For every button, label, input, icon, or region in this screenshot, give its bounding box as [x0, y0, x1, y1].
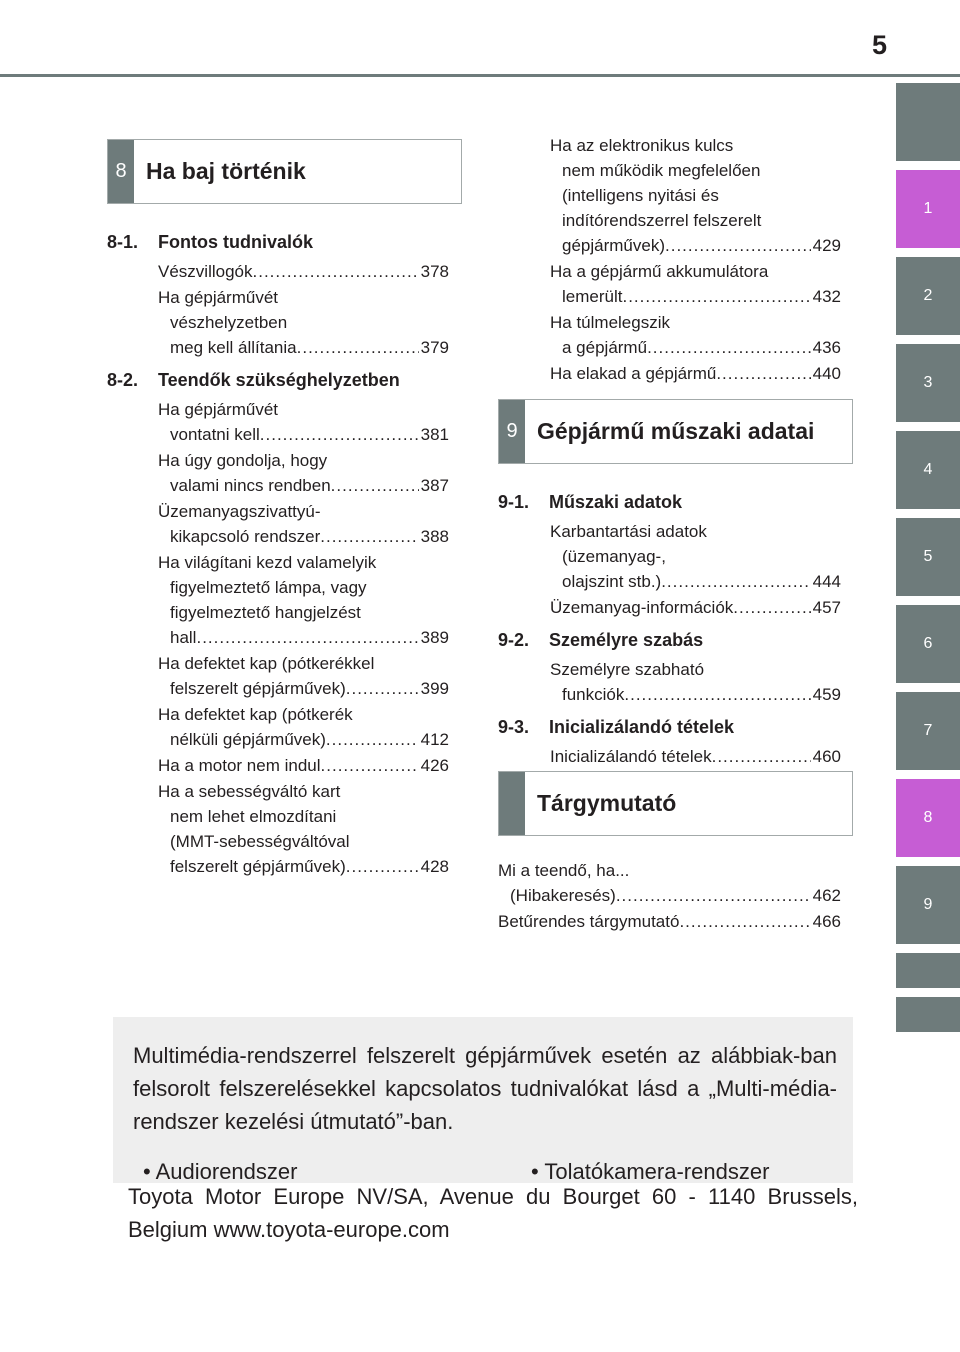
entry-text: Karbantartási adatok — [550, 522, 707, 541]
toc-entry[interactable] — [550, 744, 841, 769]
entry-text: Mi a teendő, ha... — [498, 861, 630, 880]
toc-subsection — [107, 230, 449, 255]
toc-entry[interactable] — [550, 133, 841, 258]
entry-text: Ha a sebességváltó kart — [158, 782, 341, 801]
toc-entry[interactable] — [158, 753, 449, 778]
page-ref: 459 — [812, 685, 841, 704]
entry-text: vészhelyzetben — [170, 313, 288, 332]
page-ref: 388 — [420, 527, 449, 546]
entry-text: funkciók — [562, 685, 625, 704]
leader-dots — [326, 727, 419, 752]
toc-subsection — [498, 490, 841, 515]
chapter-tab-1[interactable]: 1 — [896, 170, 960, 248]
entry-text: Ha elakad a gépjármű — [550, 364, 717, 383]
toc-entry[interactable] — [550, 657, 841, 707]
leader-dots — [647, 335, 811, 360]
toc-subsection — [498, 628, 841, 653]
entry-text: Ha a gépjármű akkumulátora — [550, 262, 769, 281]
entry-text: Ha gépjárművét — [158, 288, 279, 307]
entry-text: figyelmeztető hangjelzést — [170, 603, 361, 622]
leader-dots — [616, 883, 811, 908]
entry-text: Üzemanyag-információk — [550, 598, 734, 617]
toc-entry[interactable] — [550, 259, 841, 309]
page-ref: 399 — [420, 679, 449, 698]
section-header-8 — [107, 139, 462, 204]
page-ref: 428 — [420, 857, 449, 876]
entry-text: a gépjármű — [562, 338, 648, 357]
section-number: 8 — [108, 140, 134, 203]
entry-text: nem lehet elmozdítani — [170, 807, 337, 826]
toc-entry[interactable] — [158, 499, 449, 549]
entry-text: Vészvillogók — [158, 262, 253, 281]
section-number-blank — [499, 772, 525, 835]
leader-dots — [253, 259, 419, 284]
page-ref: 429 — [812, 236, 841, 255]
section-header-index — [498, 771, 853, 836]
leader-dots — [733, 595, 810, 620]
chapter-tab-9[interactable]: 9 — [896, 866, 960, 944]
chapter-tabs — [896, 83, 960, 1041]
page-ref: 444 — [812, 572, 841, 591]
chapter-tab-6[interactable]: 6 — [896, 605, 960, 683]
chapter-tab-3[interactable]: 3 — [896, 344, 960, 422]
entry-text: felszerelt gépjárművek) — [170, 857, 346, 876]
toc-entry[interactable] — [158, 702, 449, 752]
subsection-title: Inicializálandó tételek — [549, 717, 735, 737]
leader-dots — [622, 284, 810, 309]
entry-text: figyelmeztető lámpa, vagy — [170, 578, 367, 597]
subsection-title: Személyre szabás — [549, 630, 704, 650]
page-ref: 460 — [812, 747, 841, 766]
leader-dots — [661, 569, 810, 594]
header-rule — [0, 74, 960, 77]
leader-dots — [716, 361, 810, 386]
leader-dots — [321, 753, 419, 778]
page-number: 5 — [871, 30, 887, 60]
toc-entry[interactable] — [498, 909, 841, 934]
entry-text: Ha a motor nem indul — [158, 756, 321, 775]
note-bullet-audio: • Audiorendszer — [143, 1159, 298, 1184]
leader-dots — [624, 682, 810, 707]
subsection-number: 9-1. — [498, 492, 530, 512]
entry-text: Ha túlmelegszik — [550, 313, 670, 332]
toc-entry[interactable] — [498, 858, 841, 908]
entry-text: vontatni kell — [170, 425, 260, 444]
entry-text: Ha úgy gondolja, hogy — [158, 451, 328, 470]
toc-entry[interactable] — [158, 397, 449, 447]
page-ref: 387 — [420, 476, 449, 495]
toc-entry[interactable] — [550, 361, 841, 386]
entry-text: Ha gépjárművét — [158, 400, 279, 419]
multimedia-note-box — [113, 1017, 853, 1183]
toc-entry[interactable] — [158, 550, 449, 650]
page-ref: 466 — [812, 912, 841, 931]
entry-text: nélküli gépjárművek) — [170, 730, 326, 749]
note-text: Multimédia-rendszerrel felszerelt gépjárművek esetén az alábbiak-ban felsorolt felszerelésekkel kapcsolatos tudnivalókat lásd a „Multi-média-rendszer kezelési útmutató”-ban. — [133, 1043, 837, 1134]
entry-text: Inicializálandó tételek — [550, 747, 712, 766]
chapter-tab-7[interactable]: 7 — [896, 692, 960, 770]
chapter-tab-blank-bottom[interactable] — [896, 953, 960, 988]
page-ref: 389 — [420, 628, 449, 647]
toc-subsection — [498, 715, 841, 740]
entry-text: (MMT-sebességváltóval — [170, 832, 350, 851]
leader-dots — [679, 909, 810, 934]
entry-text: lemerült — [562, 287, 623, 306]
toc-right-column-section-9 — [498, 482, 841, 770]
leader-dots — [196, 625, 418, 650]
page-ref: 436 — [812, 338, 841, 357]
leader-dots — [665, 233, 811, 258]
section-title: Tárgymutató — [537, 790, 677, 816]
chapter-tab-2[interactable]: 2 — [896, 257, 960, 335]
entry-text: hall — [170, 628, 197, 647]
toc-entry[interactable] — [550, 595, 841, 620]
page-ref: 462 — [812, 886, 841, 905]
entry-text: Ha az elektronikus kulcs — [550, 136, 734, 155]
entry-text: indítórendszerrel felszerelt — [562, 211, 762, 230]
entry-text: gépjárművek) — [562, 236, 665, 255]
entry-text: felszerelt gépjárművek) — [170, 679, 346, 698]
page-ref: 426 — [420, 756, 449, 775]
leader-dots — [260, 422, 419, 447]
leader-dots — [320, 524, 418, 549]
page-ref: 381 — [420, 425, 449, 444]
toc-entry[interactable] — [550, 519, 841, 594]
entry-text: Ha defektet kap (pótkerék — [158, 705, 353, 724]
leader-dots — [346, 676, 419, 701]
page-ref: 379 — [420, 338, 449, 357]
publisher-footer: Toyota Motor Europe NV/SA, Avenue du Bourget 60 - 1140 Brussels, Belgium www.toyota-europe.com — [128, 1184, 858, 1242]
toc-right-column-top — [550, 133, 841, 387]
leader-dots — [712, 744, 811, 769]
toc-entry[interactable] — [158, 448, 449, 498]
entry-text: nem működik megfelelően — [562, 161, 761, 180]
entry-text: Betűrendes tárgymutató — [498, 912, 680, 931]
section-title: Ha baj történik — [146, 158, 306, 184]
toc-entry[interactable] — [158, 651, 449, 701]
section-title: Gépjármű műszaki adatai — [537, 418, 815, 444]
note-bullet-camera: • Tolatókamera-rendszer — [531, 1159, 770, 1184]
entry-text: Ha világítani kezd valamelyik — [158, 553, 377, 572]
entry-text: olajszint stb.) — [562, 572, 662, 591]
entry-text: (Hibakeresés) — [510, 886, 616, 905]
subsection-title: Teendők szükséghelyzetben — [158, 370, 400, 390]
section-number: 9 — [499, 400, 525, 463]
page-ref: 378 — [420, 262, 449, 281]
chapter-tab-blank-bottom-2[interactable] — [896, 997, 960, 1032]
leader-dots — [297, 335, 419, 360]
toc-entry[interactable] — [550, 310, 841, 360]
subsection-title: Fontos tudnivalók — [158, 232, 313, 252]
chapter-tab-4[interactable]: 4 — [896, 431, 960, 509]
toc-entry[interactable] — [158, 259, 449, 284]
toc-entry[interactable] — [158, 779, 449, 879]
entry-text: Személyre szabható — [550, 660, 705, 679]
page-ref: 432 — [812, 287, 841, 306]
chapter-tab-5[interactable]: 5 — [896, 518, 960, 596]
subsection-number: 8-1. — [107, 232, 139, 252]
page-ref: 440 — [812, 364, 841, 383]
leader-dots — [346, 854, 419, 879]
page-ref: 412 — [420, 730, 449, 749]
entry-text: (intelligens nyitási és — [562, 186, 719, 205]
toc-left-column — [107, 222, 449, 880]
page-ref: 457 — [812, 598, 841, 617]
subsection-number: 8-2. — [107, 370, 139, 390]
entry-text: Üzemanyagszivattyú- — [158, 502, 321, 521]
chapter-tab-blank-top[interactable] — [896, 83, 960, 161]
section-header-9 — [498, 399, 853, 464]
entry-text: Ha defektet kap (pótkerékkel — [158, 654, 375, 673]
entry-text: (üzemanyag-, — [562, 547, 666, 566]
toc-entry[interactable] — [158, 285, 449, 360]
toc-index-entries — [498, 858, 841, 935]
toc-subsection — [107, 368, 449, 393]
chapter-tab-8[interactable]: 8 — [896, 779, 960, 857]
subsection-title: Műszaki adatok — [549, 492, 683, 512]
leader-dots — [331, 473, 419, 498]
entry-text: meg kell állítania — [170, 338, 297, 357]
entry-text: kikapcsoló rendszer — [170, 527, 321, 546]
subsection-number: 9-3. — [498, 717, 530, 737]
entry-text: valami nincs rendben — [170, 476, 331, 495]
subsection-number: 9-2. — [498, 630, 530, 650]
